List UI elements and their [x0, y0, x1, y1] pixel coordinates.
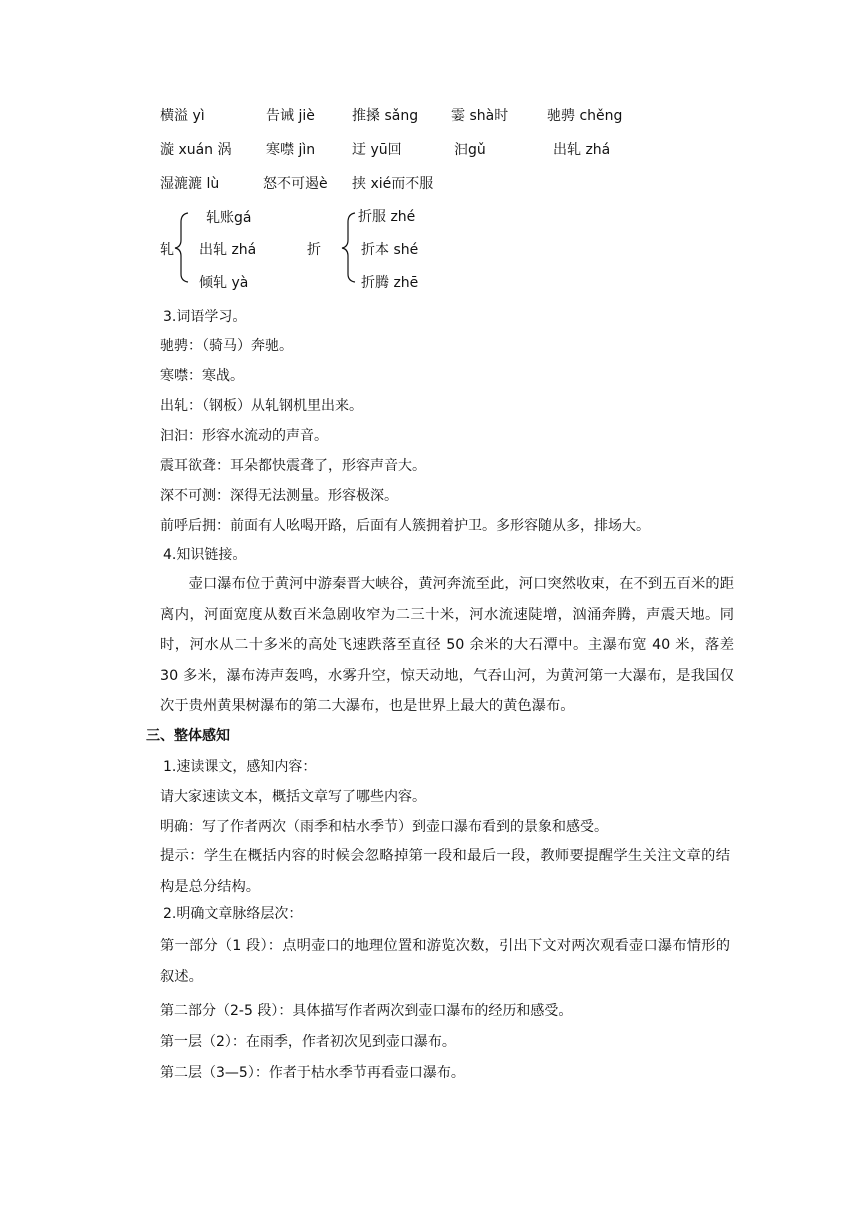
vocab-item: 寒噤：寒战。 [160, 368, 244, 384]
text-line: 明确：写了作者两次（雨季和枯水季节）到壶口瀑布看到的景象和感受。 [160, 819, 608, 835]
polyphone-item: 倾轧 yà [199, 275, 249, 291]
vocab-item: 深不可测：深得无法测量。形容极深。 [160, 488, 398, 504]
section-heading: 4.知识链接。 [163, 547, 247, 563]
pinyin-word: 横溢 yì [160, 108, 205, 124]
knowledge-paragraph: 壶口瀑布位于黄河中游秦晋大峡谷，黄河奔流至此，河口突然收束，在不到五百米的距离内，河面宽度从数百米急剧收窄为二三十米，河水流速陡增，汹涌奔腾，声震天地。同时，河水从二十多米的高处飞速跌落至直径 50 余米的大石潭中。主瀑布宽 40 米，落差 30 多米，瀑布涛声轰鸣，水雾升空，惊天动地，气吞山河，为黄河第一大瀑布，是我国仅次于贵州黄果树瀑布的第二大瀑布，也是世界上最大的黄色瀑布。 [160, 576, 734, 714]
pinyin-word: 推搡 sǎng [352, 108, 419, 124]
pinyin-word: 迂 yū回 [352, 142, 402, 158]
vocab-item: 驰骋：（骑马）奔驰。 [160, 338, 293, 354]
section-heading: 3.词语学习。 [163, 309, 247, 325]
polyphone-char: 轧 [160, 242, 174, 258]
vocab-item: 汩汩：形容水流动的声音。 [160, 428, 328, 444]
vocab-item: 前呼后拥：前面有人吆喝开路，后面有人簇拥着护卫。多形容随从多，排场大。 [160, 518, 650, 534]
polyphone-item: 轧账gá [206, 210, 252, 226]
pinyin-word: 挟 xié而不服 [352, 176, 434, 192]
pinyin-word: 怒不可遏è [263, 176, 328, 192]
polyphone-item: 折腾 zhē [361, 275, 419, 291]
text-line: 第二层（3—5）：作者于枯水季节再看壶口瀑布。 [160, 1065, 465, 1081]
pinyin-word: 霎 shà时 [451, 108, 509, 124]
vocab-item: 震耳欲聋：耳朵都快震聋了，形容声音大。 [160, 458, 426, 474]
text-paragraph: 提示：学生在概括内容的时候会忽略掉第一段和最后一段，教师要提醒学生关注文章的结构是总分结构。 [160, 848, 730, 895]
polyphone-item: 折服 zhé [358, 209, 416, 225]
left-brace-icon [341, 212, 357, 282]
left-brace-icon [174, 212, 190, 282]
polyphone-char: 折 [307, 242, 321, 258]
text-line: 第一层（2）：在雨季，作者初次见到壶口瀑布。 [160, 1034, 456, 1050]
pinyin-word: 漩 xuán 涡 [160, 142, 232, 158]
pinyin-word: 出轧 zhá [553, 142, 611, 158]
pinyin-word: 汩gǔ [454, 142, 486, 158]
text-paragraph: 第一部分（1 段）：点明壶口的地理位置和游览次数，引出下文对两次观看壶口瀑布情形的叙述。 [160, 938, 730, 985]
polyphone-item: 折本 shé [361, 242, 419, 258]
subsection-heading: 1.速读课文，感知内容： [163, 759, 317, 775]
pinyin-word: 驰骋 chěng [547, 108, 623, 124]
pinyin-word: 寒噤 jìn [266, 142, 316, 158]
polyphone-item: 出轧 zhá [199, 242, 257, 258]
vocab-item: 出轧：（钢板）从轧钢机里出来。 [160, 398, 363, 414]
subsection-heading: 2.明确文章脉络层次： [163, 906, 303, 922]
text-line: 请大家速读文本，概括文章写了哪些内容。 [160, 789, 426, 805]
pinyin-word: 告诫 jiè [266, 108, 315, 124]
section-title: 三、整体感知 [146, 728, 230, 744]
pinyin-word: 湿漉漉 lù [160, 176, 220, 192]
text-line: 第二部分（2-5 段）：具体描写作者两次到壶口瀑布的经历和感受。 [160, 1003, 573, 1019]
